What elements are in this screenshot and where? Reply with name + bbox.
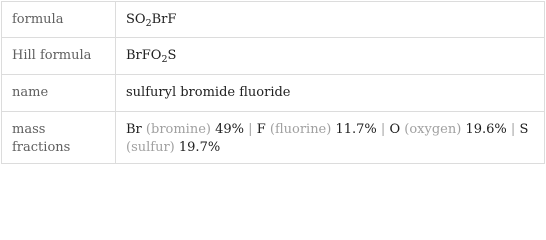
element-name: (bromine)	[145, 121, 211, 137]
formula-subscript: 2	[145, 17, 152, 29]
hill-formula-row	[2, 38, 545, 75]
mass-fractions-row	[2, 112, 545, 164]
name-value: sulfuryl bromide fluoride	[116, 75, 545, 112]
name-row	[2, 75, 545, 112]
hill-formula-subscript: 2	[161, 54, 168, 65]
element-percent: 19.6%	[465, 121, 507, 137]
formula-label: formula	[2, 2, 116, 38]
element-symbol: O	[389, 121, 401, 137]
mass-fraction-fluorine	[257, 122, 377, 137]
mass-fractions-value	[116, 112, 545, 164]
fraction-separator: |	[248, 121, 253, 137]
element-percent: 11.7%	[335, 121, 377, 137]
element-name: (fluorine)	[269, 121, 332, 137]
formula-value	[116, 2, 545, 38]
element-percent: 49%	[215, 121, 245, 137]
mass-fractions-label: mass fractions	[2, 112, 116, 164]
hill-formula-value	[116, 38, 545, 75]
hill-formula-part: S	[167, 48, 177, 63]
element-percent: 19.7%	[178, 139, 221, 155]
name-label: name	[2, 75, 116, 112]
element-symbol: Br	[126, 121, 142, 137]
formula-part: BrF	[151, 11, 177, 27]
mass-fraction-bromine	[126, 122, 244, 137]
element-symbol: F	[256, 121, 266, 137]
formula-row	[2, 2, 545, 38]
mass-fraction-oxygen	[389, 122, 506, 137]
element-name: (sulfur)	[126, 139, 175, 155]
element-name: (oxygen)	[404, 121, 462, 137]
element-symbol: S	[519, 121, 529, 137]
fraction-separator: |	[380, 121, 386, 137]
properties-table	[1, 1, 545, 164]
fraction-separator: |	[510, 121, 516, 137]
hill-formula-label: Hill formula	[2, 38, 116, 75]
hill-formula-part: BrFO	[126, 48, 162, 63]
formula-part: SO	[126, 11, 146, 27]
